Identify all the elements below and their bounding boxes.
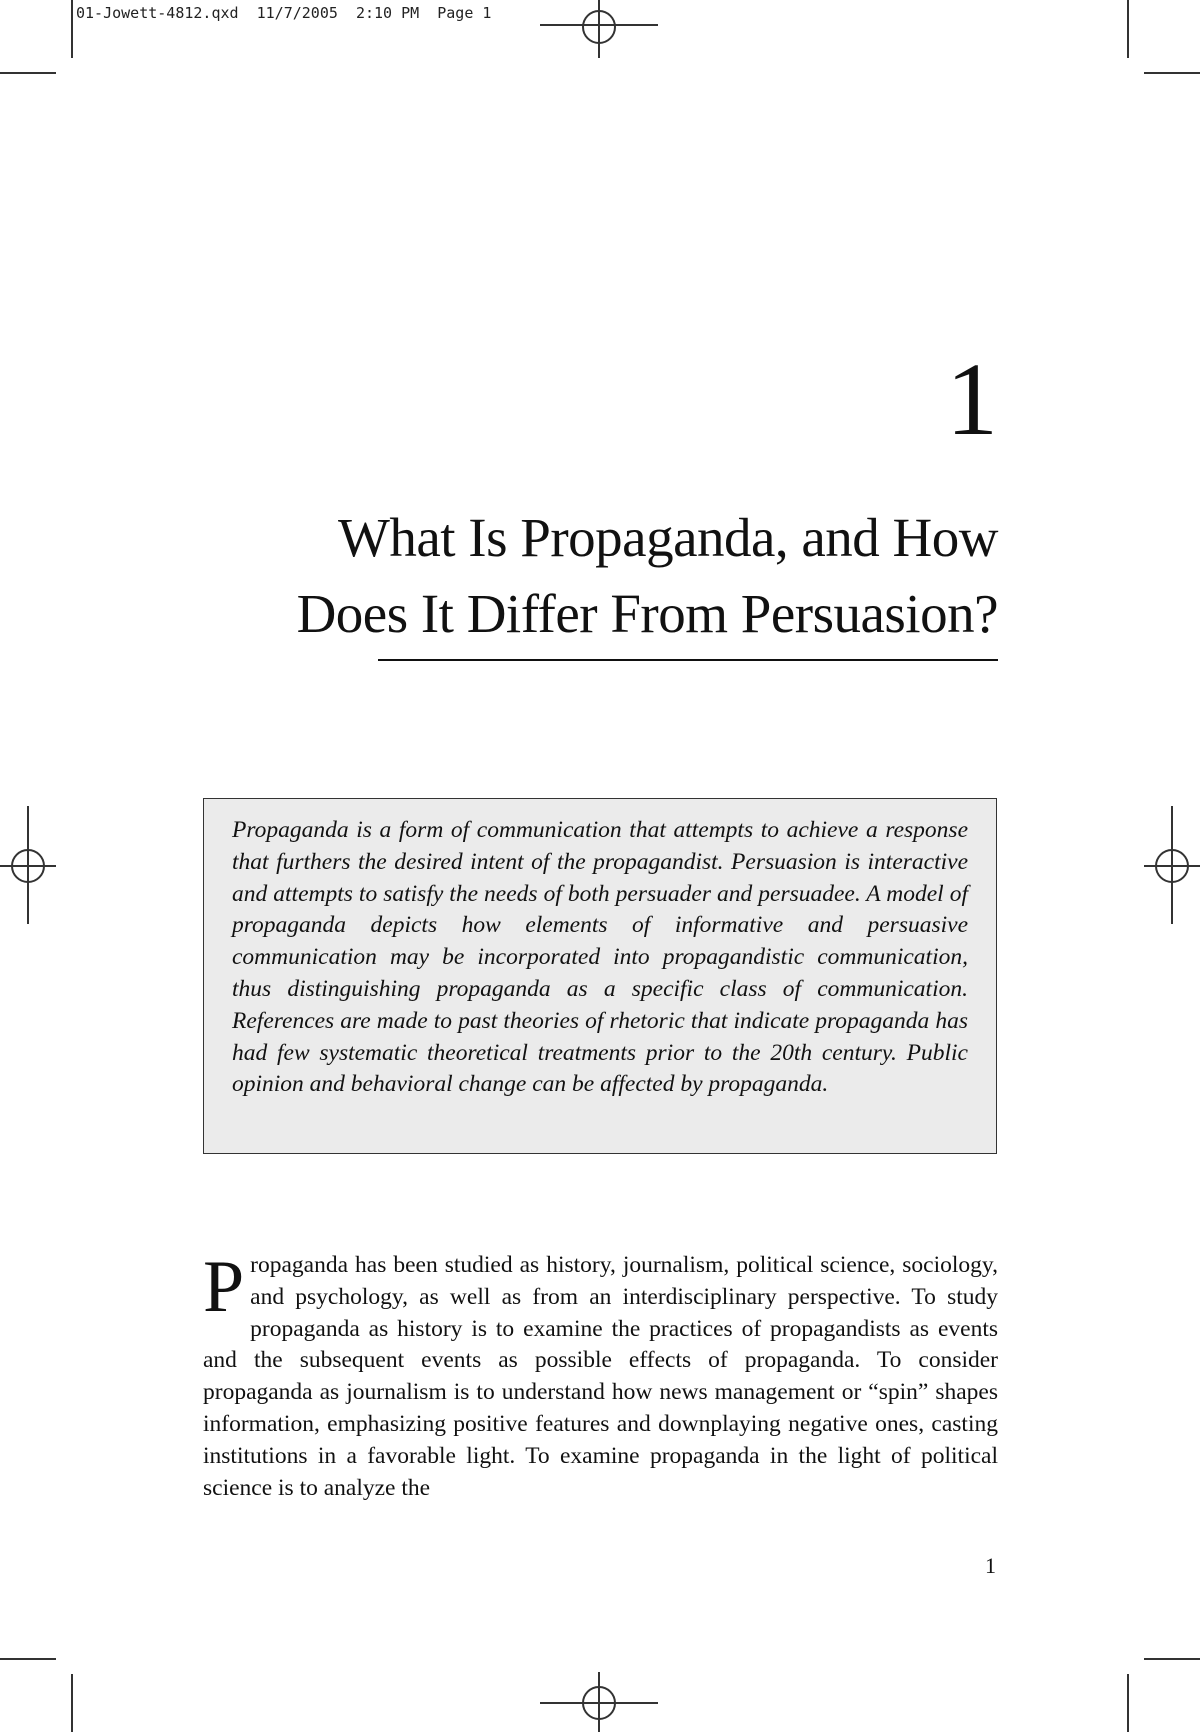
crop-mark-top-right-vertical [1127, 0, 1129, 58]
chapter-abstract-box [203, 798, 997, 1154]
chapter-title-line-2: Does It Differ From Persuasion? [296, 583, 998, 644]
drop-cap: P [203, 1246, 245, 1328]
crop-mark-bottom-right-horizontal [1144, 1658, 1200, 1660]
crop-mark-bottom-left-vertical [71, 1674, 73, 1732]
crop-mark-top-right-horizontal [1144, 72, 1200, 74]
chapter-number: 1 [946, 342, 998, 457]
print-slug-line: 01-Jowett-4812.qxd 11/7/2005 2:10 PM Page 1 [76, 4, 492, 22]
chapter-title-line-1: What Is Propaganda, and How [337, 507, 998, 568]
crop-mark-top-left-vertical [71, 0, 73, 58]
title-rule [378, 659, 998, 661]
chapter-title [297, 500, 998, 652]
crop-mark-bottom-right-vertical [1127, 1674, 1129, 1732]
body-paragraph-text: ropaganda has been studied as history, journalism, political science, sociology, and psychology, as well as from an interdisciplinary perspective. To study propaganda as history is to examine the practices of propagandists as events and the subsequent events as possible effects of propaganda. To consider propaganda as journalism is to understand how news management or “spin” shapes information, emphasizing positive features and downplaying negative ones, casting institutions in a favorable light. To examine propaganda in the light of political science is to analyze the [203, 1252, 998, 1501]
chapter-abstract: Propaganda is a form of communication that attempts to achieve a response that furthers the desired intent of the propagandist. Persuasion is interactive and attempts to satisfy the needs of both persuader and persuadee. A model of propaganda depicts how elements of informative and persuasive communication may be incorporated into propagandistic communication, thus distinguishing propaganda as a specific class of communication. References are made to past theories of rhetoric that indicate propaganda has had few systematic theoretical treatments prior to the 20th century. Public opinion and behavioral change can be affected by propaganda. [232, 817, 968, 1098]
page-number: 1 [985, 1553, 996, 1578]
crop-mark-top-left-horizontal [0, 72, 56, 74]
body-paragraph [203, 1246, 998, 1504]
crop-mark-bottom-left-horizontal [0, 1658, 56, 1660]
